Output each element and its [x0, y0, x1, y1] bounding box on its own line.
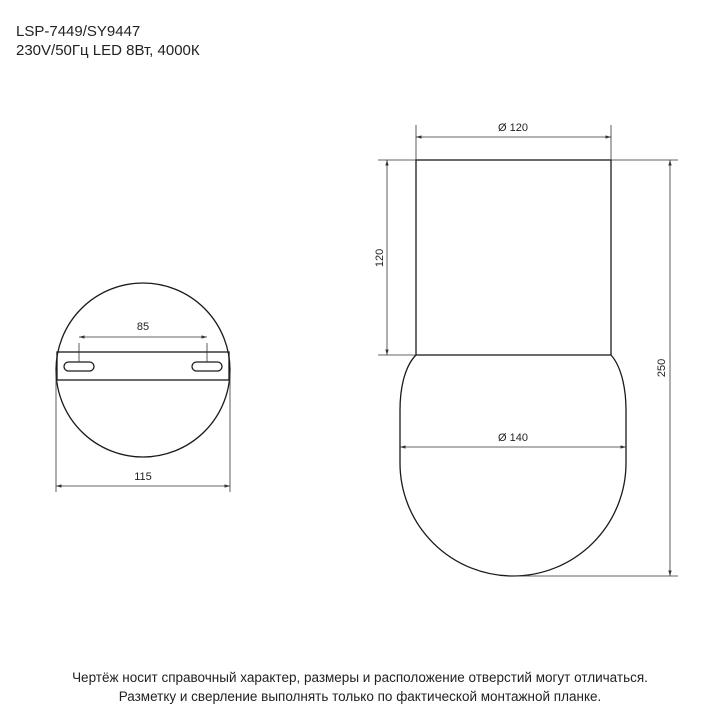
dim-total-height [513, 160, 678, 576]
disclaimer-line-2: Разметку и сверление выполнять только по фактической монтажной планке. [118, 689, 602, 704]
disclaimer-note [0, 668, 720, 706]
dim-top-diameter-label: Ø 120 [498, 122, 528, 134]
cylinder-body [416, 160, 611, 355]
dim-globe-diameter [400, 432, 626, 447]
dim-total-height-label: 250 [656, 358, 668, 378]
dim-slot-spacing [79, 321, 207, 362]
dim-top-height-label: 120 [374, 248, 386, 268]
mounting-bar [57, 352, 229, 380]
globe-shade [400, 355, 626, 576]
dim-mount-diameter-label: 115 [134, 471, 152, 483]
dim-globe-diameter-label: Ø 140 [498, 432, 528, 444]
mount-base-circle [56, 283, 230, 457]
dim-top-diameter [416, 122, 611, 160]
electrical-specs: 230V/50Гц LED 8Вт, 4000К [16, 42, 200, 59]
mount-slot-right [192, 362, 222, 371]
mount-slot-left [64, 362, 94, 371]
dim-slot-spacing-label: 85 [136, 321, 150, 333]
disclaimer-line-1: Чертёж носит справочный характер, размеры и расположение отверстий могут отличаться. [72, 670, 648, 685]
dim-top-height [374, 160, 416, 355]
mounting-plate-view [56, 283, 230, 492]
dim-mount-diameter [56, 370, 230, 492]
model-number: LSP-7449/SY9447 [16, 23, 141, 40]
lamp-side-view [374, 122, 678, 576]
